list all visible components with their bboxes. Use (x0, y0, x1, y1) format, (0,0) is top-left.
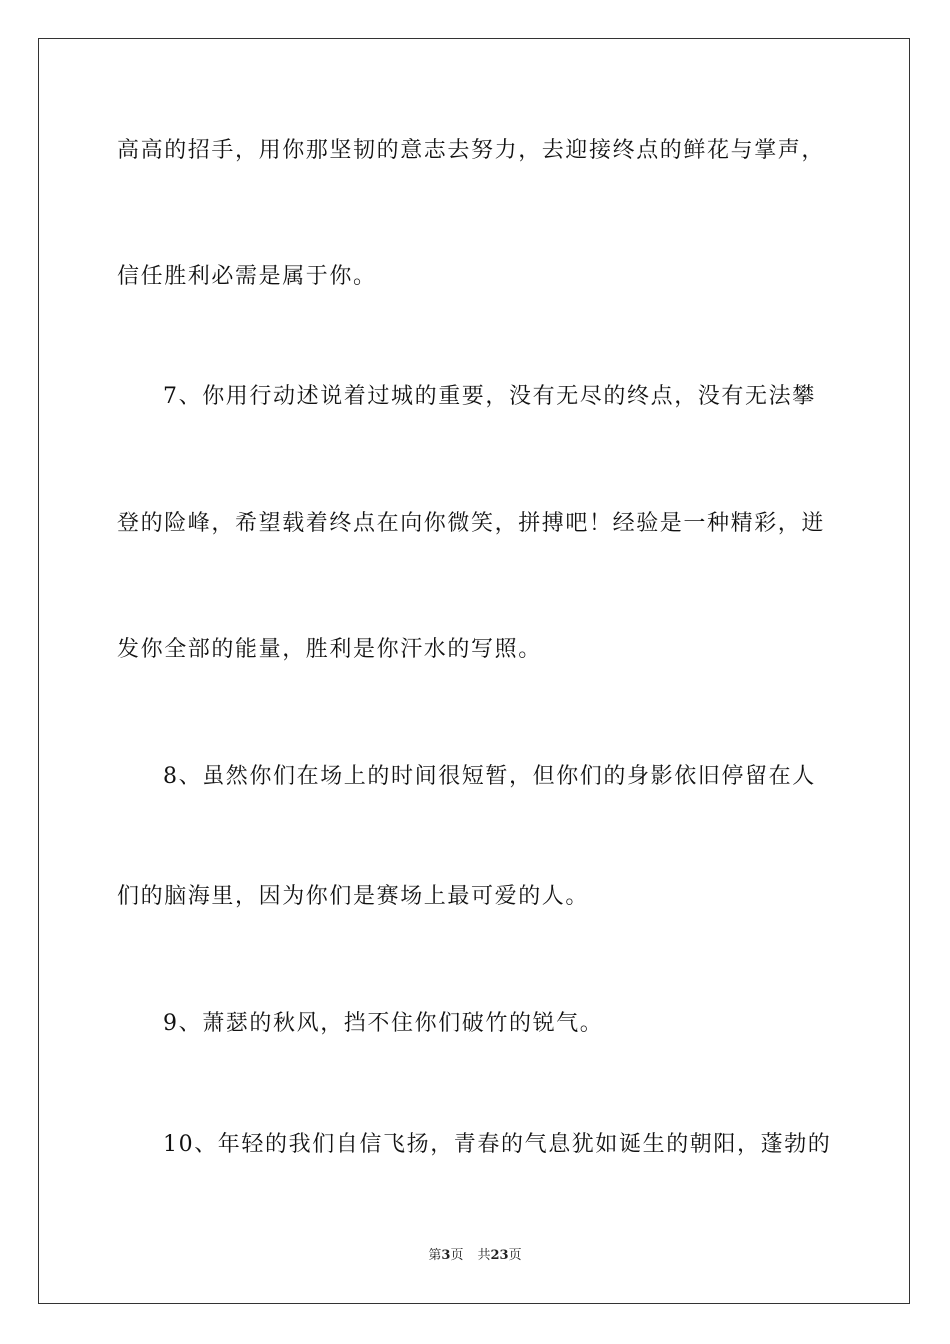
text-line-2: 信任胜利必需是属于你。 (117, 264, 377, 289)
text-line-5: 发你全部的能量，胜利是你汗水的写照。 (117, 637, 542, 662)
text-line-9: 10、年轻的我们自信飞扬，青春的气息犹如诞生的朝阳，蓬勃的 (163, 1132, 832, 1157)
text-line-7: 们的脑海里，因为你们是赛场上最可爱的人。 (117, 884, 590, 909)
text-line-8: 9、萧瑟的秋风，挡不住你们破竹的锐气。 (163, 1011, 604, 1036)
footer-total-suffix: 页 (508, 1248, 522, 1263)
footer-page-suffix: 页 (450, 1248, 464, 1263)
page-border (38, 38, 910, 1304)
text-line-6: 8、虽然你们在场上的时间很短暂，但你们的身影依旧停留在人 (163, 764, 816, 789)
footer-page-number: 3 (441, 1248, 451, 1263)
footer-total-pages: 23 (490, 1248, 509, 1263)
footer-total-prefix: 共 (477, 1248, 491, 1263)
footer-page-prefix: 第 (428, 1248, 442, 1263)
text-line-3: 7、你用行动述说着过城的重要，没有无尽的终点，没有无法攀 (163, 384, 816, 409)
text-line-1: 高高的招手，用你那坚韧的意志去努力，去迎接终点的鲜花与掌声， (117, 138, 826, 163)
text-line-4: 登的险峰，希望载着终点在向你微笑，拼搏吧！经验是一种精彩，迸 (117, 511, 826, 536)
page-footer (0, 1247, 950, 1265)
